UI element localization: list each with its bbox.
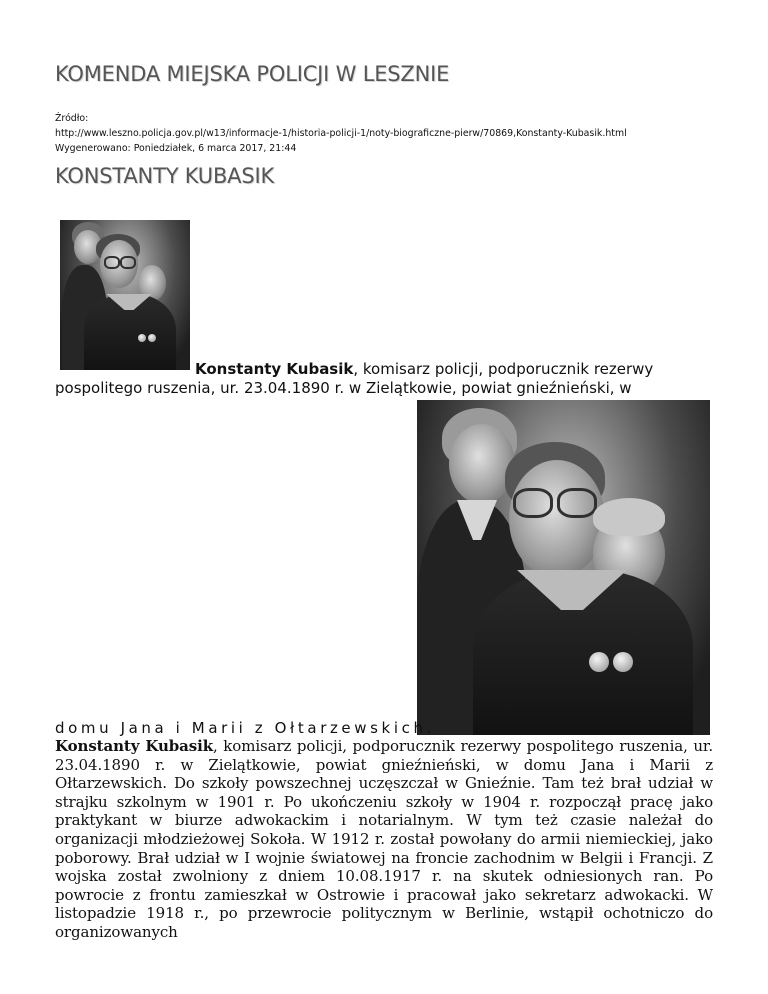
- photo-caption-line3: domu Jana i Marii z Ołtarzewskich.: [55, 719, 435, 737]
- source-label: Źródło:: [55, 113, 89, 124]
- article-body: [55, 737, 713, 942]
- article-title: KONSTANTY KUBASIK: [55, 164, 275, 188]
- body-name: Konstanty Kubasik: [55, 737, 214, 755]
- portrait-photo-large: [417, 400, 710, 735]
- photo-caption-line2: pospolitego ruszenia, ur. 23.04.1890 r. w Zielątkowie, powiat gnieźnieński, w: [55, 379, 632, 397]
- document-meta: [55, 111, 755, 156]
- caption-name: Konstanty Kubasik: [195, 360, 354, 378]
- photo-caption-line1: [195, 360, 653, 379]
- body-paragraph: , komisarz policji, podporucznik rezerwy pospolitego ruszenia, ur. 23.04.1890 r. w Zielątkowie, powiat gnieźnieński, w domu Jana i Marii z Ołtarzewskich. Do szkoły powszechnej uczęszczał w Gnieźnie. Tam też brał udział w strajku szkolnym w 1901 r. Po ukończeniu szkoły w 1904 r. rozpoczął pracę jako praktykant w biurze adwokackim i notarialnym. W tym też czasie należał do organizacji młodzieżowej Sokoła. W 1912 r. został powołany do armii niemieckiej, jako poborowy. Brał udział w I wojnie światowej na froncie zachodnim w Belgii i Francji. Z wojska został zwolniony z dniem 10.08.1917 r. na skutek odniesionych ran. Po powrocie z frontu zamieszkał w Ostrowie i pracował jako sekretarz adwokacki. W listopadzie 1918 r., po przewrocie politycznym w Berlinie, wstąpił ochotniczo do organizowanych: [55, 737, 713, 941]
- portrait-photo-small: [60, 220, 190, 370]
- source-url[interactable]: http://www.leszno.policja.gov.pl/w13/informacje-1/historia-policji-1/noty-biograficzne-pierw/70869,Konstanty-Kubasik.html: [55, 128, 627, 139]
- caption-text: , komisarz policji, podporucznik rezerwy: [353, 360, 654, 378]
- generated-timestamp: Wygenerowano: Poniedziałek, 6 marca 2017, 21:44: [55, 143, 297, 154]
- page-header-title: KOMENDA MIEJSKA POLICJI W LESZNIE: [55, 62, 450, 86]
